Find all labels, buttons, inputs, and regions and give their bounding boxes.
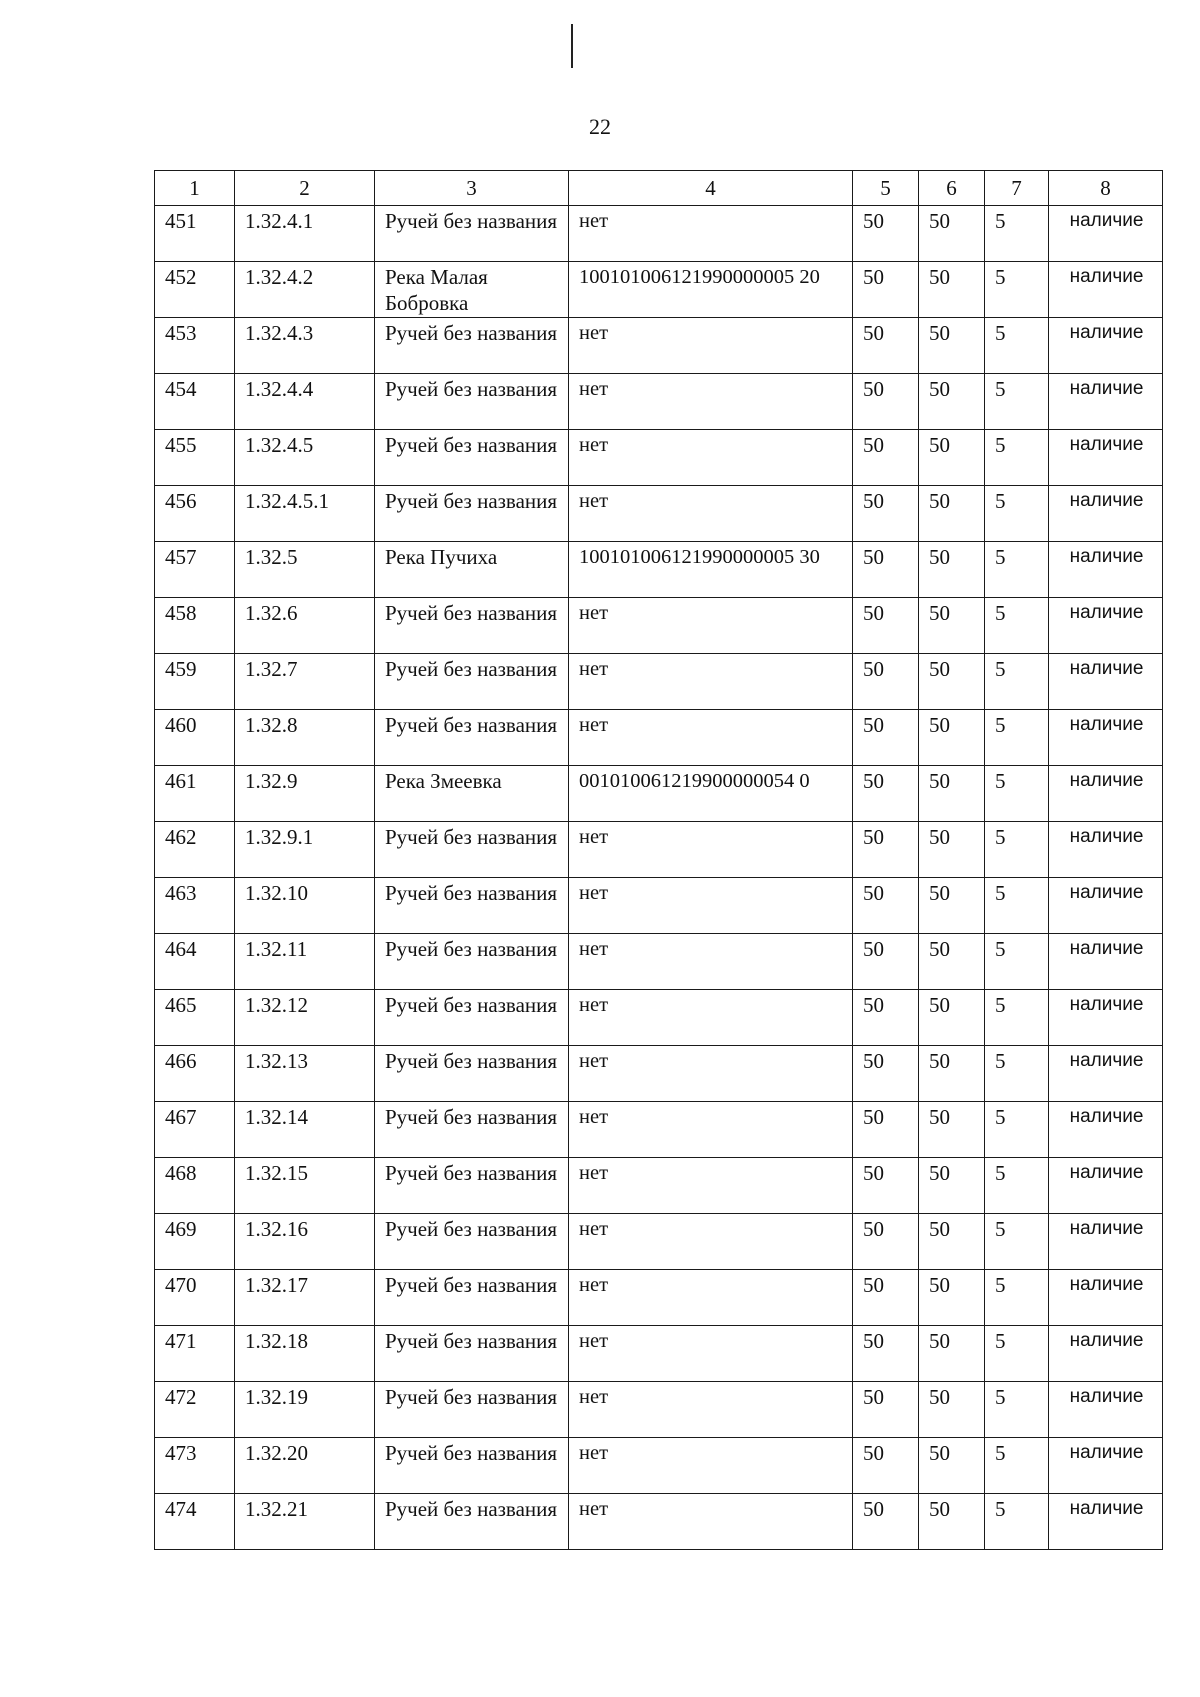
column-5-cell: 50 bbox=[853, 654, 919, 710]
status-cell: наличие bbox=[1049, 766, 1163, 822]
column-7-cell: 5 bbox=[985, 1438, 1049, 1494]
registry-code-cell: нет bbox=[569, 654, 853, 710]
registry-code-cell: нет bbox=[569, 1158, 853, 1214]
column-5-cell: 50 bbox=[853, 542, 919, 598]
page-number bbox=[0, 114, 1200, 140]
object-code-cell: 1.32.6 bbox=[235, 598, 375, 654]
row-number-cell: 464 bbox=[155, 934, 235, 990]
object-code-cell: 1.32.16 bbox=[235, 1214, 375, 1270]
table-row bbox=[155, 1046, 1163, 1102]
water-body-name-cell: Ручей без названия bbox=[375, 990, 569, 1046]
row-number-cell: 473 bbox=[155, 1438, 235, 1494]
registry-code-cell: нет bbox=[569, 1214, 853, 1270]
table-row bbox=[155, 1494, 1163, 1550]
column-5-cell: 50 bbox=[853, 318, 919, 374]
registry-code-cell: нет bbox=[569, 1438, 853, 1494]
water-body-name-cell: Ручей без названия bbox=[375, 598, 569, 654]
table-row bbox=[155, 374, 1163, 430]
object-code-cell: 1.32.9 bbox=[235, 766, 375, 822]
column-7-cell: 5 bbox=[985, 654, 1049, 710]
column-6-cell: 50 bbox=[919, 430, 985, 486]
status-cell: наличие bbox=[1049, 822, 1163, 878]
table-row bbox=[155, 934, 1163, 990]
object-code-cell: 1.32.19 bbox=[235, 1382, 375, 1438]
header-cell: 5 bbox=[853, 171, 919, 206]
header-cell: 8 bbox=[1049, 171, 1163, 206]
table-row bbox=[155, 486, 1163, 542]
object-code-cell: 1.32.12 bbox=[235, 990, 375, 1046]
column-7-cell: 5 bbox=[985, 1158, 1049, 1214]
table-row bbox=[155, 766, 1163, 822]
column-6-cell: 50 bbox=[919, 1382, 985, 1438]
column-5-cell: 50 bbox=[853, 1046, 919, 1102]
column-5-cell: 50 bbox=[853, 1102, 919, 1158]
column-6-cell: 50 bbox=[919, 1438, 985, 1494]
column-7-cell: 5 bbox=[985, 598, 1049, 654]
column-6-cell: 50 bbox=[919, 542, 985, 598]
object-code-cell: 1.32.10 bbox=[235, 878, 375, 934]
registry-code-cell: нет bbox=[569, 1494, 853, 1550]
table-row bbox=[155, 1214, 1163, 1270]
column-6-cell: 50 bbox=[919, 710, 985, 766]
status-cell: наличие bbox=[1049, 990, 1163, 1046]
table-row bbox=[155, 878, 1163, 934]
water-body-name-cell: Ручей без названия bbox=[375, 878, 569, 934]
column-6-cell: 50 bbox=[919, 1046, 985, 1102]
registry-code-cell: нет bbox=[569, 822, 853, 878]
status-cell: наличие bbox=[1049, 262, 1163, 318]
table-row bbox=[155, 598, 1163, 654]
column-7-cell: 5 bbox=[985, 878, 1049, 934]
object-code-cell: 1.32.8 bbox=[235, 710, 375, 766]
status-cell: наличие bbox=[1049, 318, 1163, 374]
row-number-cell: 466 bbox=[155, 1046, 235, 1102]
column-6-cell: 50 bbox=[919, 206, 985, 262]
registry-code-cell: 100101006121990000005 30 bbox=[569, 542, 853, 598]
table-row bbox=[155, 1438, 1163, 1494]
row-number-cell: 452 bbox=[155, 262, 235, 318]
row-number-cell: 458 bbox=[155, 598, 235, 654]
table-row bbox=[155, 262, 1163, 318]
column-7-cell: 5 bbox=[985, 1046, 1049, 1102]
registry-code-cell: 100101006121990000005 20 bbox=[569, 262, 853, 318]
column-6-cell: 50 bbox=[919, 1270, 985, 1326]
page-edge-mark bbox=[571, 24, 573, 68]
column-6-cell: 50 bbox=[919, 1158, 985, 1214]
status-cell: наличие bbox=[1049, 598, 1163, 654]
water-body-name-cell: Ручей без названия bbox=[375, 1046, 569, 1102]
water-body-name-cell: Ручей без названия bbox=[375, 486, 569, 542]
status-cell: наличие bbox=[1049, 1438, 1163, 1494]
column-7-cell: 5 bbox=[985, 1102, 1049, 1158]
water-body-name-cell: Ручей без названия bbox=[375, 1382, 569, 1438]
water-body-name-cell: Ручей без названия bbox=[375, 710, 569, 766]
water-body-name-cell: Река Малая Бобровка bbox=[375, 262, 569, 318]
row-number-cell: 457 bbox=[155, 542, 235, 598]
registry-code-cell: нет bbox=[569, 1046, 853, 1102]
status-cell: наличие bbox=[1049, 542, 1163, 598]
water-body-name-cell: Ручей без названия bbox=[375, 654, 569, 710]
column-7-cell: 5 bbox=[985, 542, 1049, 598]
status-cell: наличие bbox=[1049, 486, 1163, 542]
row-number-cell: 467 bbox=[155, 1102, 235, 1158]
water-body-name-cell: Река Змеевка bbox=[375, 766, 569, 822]
object-code-cell: 1.32.11 bbox=[235, 934, 375, 990]
column-5-cell: 50 bbox=[853, 1270, 919, 1326]
row-number-cell: 459 bbox=[155, 654, 235, 710]
column-5-cell: 50 bbox=[853, 1214, 919, 1270]
row-number-cell: 461 bbox=[155, 766, 235, 822]
status-cell: наличие bbox=[1049, 374, 1163, 430]
column-5-cell: 50 bbox=[853, 822, 919, 878]
object-code-cell: 1.32.14 bbox=[235, 1102, 375, 1158]
table-row bbox=[155, 822, 1163, 878]
status-cell: наличие bbox=[1049, 1046, 1163, 1102]
water-body-name-cell: Река Пучиха bbox=[375, 542, 569, 598]
column-5-cell: 50 bbox=[853, 766, 919, 822]
status-cell: наличие bbox=[1049, 1102, 1163, 1158]
column-5-cell: 50 bbox=[853, 1158, 919, 1214]
column-7-cell: 5 bbox=[985, 1270, 1049, 1326]
object-code-cell: 1.32.7 bbox=[235, 654, 375, 710]
column-6-cell: 50 bbox=[919, 654, 985, 710]
row-number-cell: 451 bbox=[155, 206, 235, 262]
column-7-cell: 5 bbox=[985, 990, 1049, 1046]
column-7-cell: 5 bbox=[985, 262, 1049, 318]
registry-code-cell: нет bbox=[569, 710, 853, 766]
column-6-cell: 50 bbox=[919, 1102, 985, 1158]
status-cell: наличие bbox=[1049, 654, 1163, 710]
column-7-cell: 5 bbox=[985, 1494, 1049, 1550]
table-row bbox=[155, 1158, 1163, 1214]
status-cell: наличие bbox=[1049, 878, 1163, 934]
column-6-cell: 50 bbox=[919, 1214, 985, 1270]
column-6-cell: 50 bbox=[919, 990, 985, 1046]
object-code-cell: 1.32.4.1 bbox=[235, 206, 375, 262]
registry-code-cell: нет bbox=[569, 1326, 853, 1382]
column-7-cell: 5 bbox=[985, 934, 1049, 990]
water-body-name-cell: Ручей без названия bbox=[375, 430, 569, 486]
column-7-cell: 5 bbox=[985, 318, 1049, 374]
header-cell: 1 bbox=[155, 171, 235, 206]
registry-code-cell: нет bbox=[569, 318, 853, 374]
column-6-cell: 50 bbox=[919, 374, 985, 430]
row-number-cell: 472 bbox=[155, 1382, 235, 1438]
column-6-cell: 50 bbox=[919, 822, 985, 878]
column-6-cell: 50 bbox=[919, 598, 985, 654]
water-body-name-cell: Ручей без названия bbox=[375, 822, 569, 878]
table-row bbox=[155, 710, 1163, 766]
registry-code-cell: нет bbox=[569, 598, 853, 654]
table-body bbox=[155, 206, 1163, 1550]
row-number-cell: 471 bbox=[155, 1326, 235, 1382]
table-row bbox=[155, 1270, 1163, 1326]
column-7-cell: 5 bbox=[985, 374, 1049, 430]
column-6-cell: 50 bbox=[919, 1326, 985, 1382]
header-cell: 7 bbox=[985, 171, 1049, 206]
table-row bbox=[155, 430, 1163, 486]
water-body-name-cell: Ручей без названия bbox=[375, 318, 569, 374]
column-5-cell: 50 bbox=[853, 486, 919, 542]
table-row bbox=[155, 318, 1163, 374]
header-cell: 4 bbox=[569, 171, 853, 206]
column-7-cell: 5 bbox=[985, 766, 1049, 822]
status-cell: наличие bbox=[1049, 1214, 1163, 1270]
object-code-cell: 1.32.4.5 bbox=[235, 430, 375, 486]
registry-code-cell: нет bbox=[569, 1270, 853, 1326]
water-body-name-cell: Ручей без названия bbox=[375, 1214, 569, 1270]
column-7-cell: 5 bbox=[985, 206, 1049, 262]
water-body-name-cell: Ручей без названия bbox=[375, 1158, 569, 1214]
water-body-name-cell: Ручей без названия bbox=[375, 1102, 569, 1158]
status-cell: наличие bbox=[1049, 1270, 1163, 1326]
row-number-cell: 453 bbox=[155, 318, 235, 374]
header-cell: 2 bbox=[235, 171, 375, 206]
table-row bbox=[155, 990, 1163, 1046]
column-6-cell: 50 bbox=[919, 318, 985, 374]
column-5-cell: 50 bbox=[853, 430, 919, 486]
registry-code-cell: нет bbox=[569, 374, 853, 430]
object-code-cell: 1.32.4.5.1 bbox=[235, 486, 375, 542]
row-number-cell: 455 bbox=[155, 430, 235, 486]
row-number-cell: 474 bbox=[155, 1494, 235, 1550]
column-7-cell: 5 bbox=[985, 822, 1049, 878]
column-5-cell: 50 bbox=[853, 1494, 919, 1550]
row-number-cell: 462 bbox=[155, 822, 235, 878]
row-number-cell: 456 bbox=[155, 486, 235, 542]
column-6-cell: 50 bbox=[919, 766, 985, 822]
object-code-cell: 1.32.20 bbox=[235, 1438, 375, 1494]
column-5-cell: 50 bbox=[853, 598, 919, 654]
table-row bbox=[155, 1382, 1163, 1438]
water-bodies-table bbox=[154, 170, 1163, 1550]
registry-code-cell: нет bbox=[569, 990, 853, 1046]
status-cell: наличие bbox=[1049, 1382, 1163, 1438]
column-7-cell: 5 bbox=[985, 1382, 1049, 1438]
column-5-cell: 50 bbox=[853, 1382, 919, 1438]
object-code-cell: 1.32.9.1 bbox=[235, 822, 375, 878]
column-7-cell: 5 bbox=[985, 486, 1049, 542]
registry-code-cell: нет bbox=[569, 206, 853, 262]
table-row bbox=[155, 1326, 1163, 1382]
row-number-cell: 465 bbox=[155, 990, 235, 1046]
column-5-cell: 50 bbox=[853, 878, 919, 934]
water-body-name-cell: Ручей без названия bbox=[375, 1270, 569, 1326]
table-row bbox=[155, 542, 1163, 598]
status-cell: наличие bbox=[1049, 934, 1163, 990]
column-7-cell: 5 bbox=[985, 710, 1049, 766]
table-row bbox=[155, 1102, 1163, 1158]
page-number-text: 22 bbox=[589, 114, 611, 139]
water-body-name-cell: Ручей без названия bbox=[375, 1438, 569, 1494]
column-5-cell: 50 bbox=[853, 206, 919, 262]
row-number-cell: 460 bbox=[155, 710, 235, 766]
object-code-cell: 1.32.15 bbox=[235, 1158, 375, 1214]
water-body-name-cell: Ручей без названия bbox=[375, 1326, 569, 1382]
column-7-cell: 5 bbox=[985, 1326, 1049, 1382]
column-5-cell: 50 bbox=[853, 1438, 919, 1494]
status-cell: наличие bbox=[1049, 206, 1163, 262]
column-5-cell: 50 bbox=[853, 1326, 919, 1382]
row-number-cell: 454 bbox=[155, 374, 235, 430]
column-6-cell: 50 bbox=[919, 934, 985, 990]
column-6-cell: 50 bbox=[919, 486, 985, 542]
status-cell: наличие bbox=[1049, 1158, 1163, 1214]
column-7-cell: 5 bbox=[985, 1214, 1049, 1270]
column-7-cell: 5 bbox=[985, 430, 1049, 486]
water-body-name-cell: Ручей без названия bbox=[375, 1494, 569, 1550]
registry-code-cell: нет bbox=[569, 934, 853, 990]
column-6-cell: 50 bbox=[919, 878, 985, 934]
column-5-cell: 50 bbox=[853, 990, 919, 1046]
column-6-cell: 50 bbox=[919, 262, 985, 318]
object-code-cell: 1.32.4.3 bbox=[235, 318, 375, 374]
registry-code-cell: нет bbox=[569, 1382, 853, 1438]
registry-code-cell: нет bbox=[569, 486, 853, 542]
column-6-cell: 50 bbox=[919, 1494, 985, 1550]
status-cell: наличие bbox=[1049, 1326, 1163, 1382]
object-code-cell: 1.32.17 bbox=[235, 1270, 375, 1326]
object-code-cell: 1.32.13 bbox=[235, 1046, 375, 1102]
registry-code-cell: нет bbox=[569, 430, 853, 486]
object-code-cell: 1.32.4.4 bbox=[235, 374, 375, 430]
object-code-cell: 1.32.18 bbox=[235, 1326, 375, 1382]
object-code-cell: 1.32.21 bbox=[235, 1494, 375, 1550]
status-cell: наличие bbox=[1049, 710, 1163, 766]
object-code-cell: 1.32.4.2 bbox=[235, 262, 375, 318]
column-5-cell: 50 bbox=[853, 934, 919, 990]
header-cell: 6 bbox=[919, 171, 985, 206]
row-number-cell: 470 bbox=[155, 1270, 235, 1326]
row-number-cell: 469 bbox=[155, 1214, 235, 1270]
registry-code-cell: нет bbox=[569, 878, 853, 934]
table-row bbox=[155, 206, 1163, 262]
row-number-cell: 463 bbox=[155, 878, 235, 934]
header-row bbox=[155, 171, 1163, 206]
status-cell: наличие bbox=[1049, 430, 1163, 486]
column-5-cell: 50 bbox=[853, 710, 919, 766]
table-header bbox=[155, 171, 1163, 206]
row-number-cell: 468 bbox=[155, 1158, 235, 1214]
registry-code-cell: 001010061219900000054 0 bbox=[569, 766, 853, 822]
object-code-cell: 1.32.5 bbox=[235, 542, 375, 598]
column-5-cell: 50 bbox=[853, 374, 919, 430]
registry-code-cell: нет bbox=[569, 1102, 853, 1158]
column-5-cell: 50 bbox=[853, 262, 919, 318]
status-cell: наличие bbox=[1049, 1494, 1163, 1550]
table-row bbox=[155, 654, 1163, 710]
header-cell: 3 bbox=[375, 171, 569, 206]
water-body-name-cell: Ручей без названия bbox=[375, 206, 569, 262]
water-body-name-cell: Ручей без названия bbox=[375, 374, 569, 430]
water-body-name-cell: Ручей без названия bbox=[375, 934, 569, 990]
